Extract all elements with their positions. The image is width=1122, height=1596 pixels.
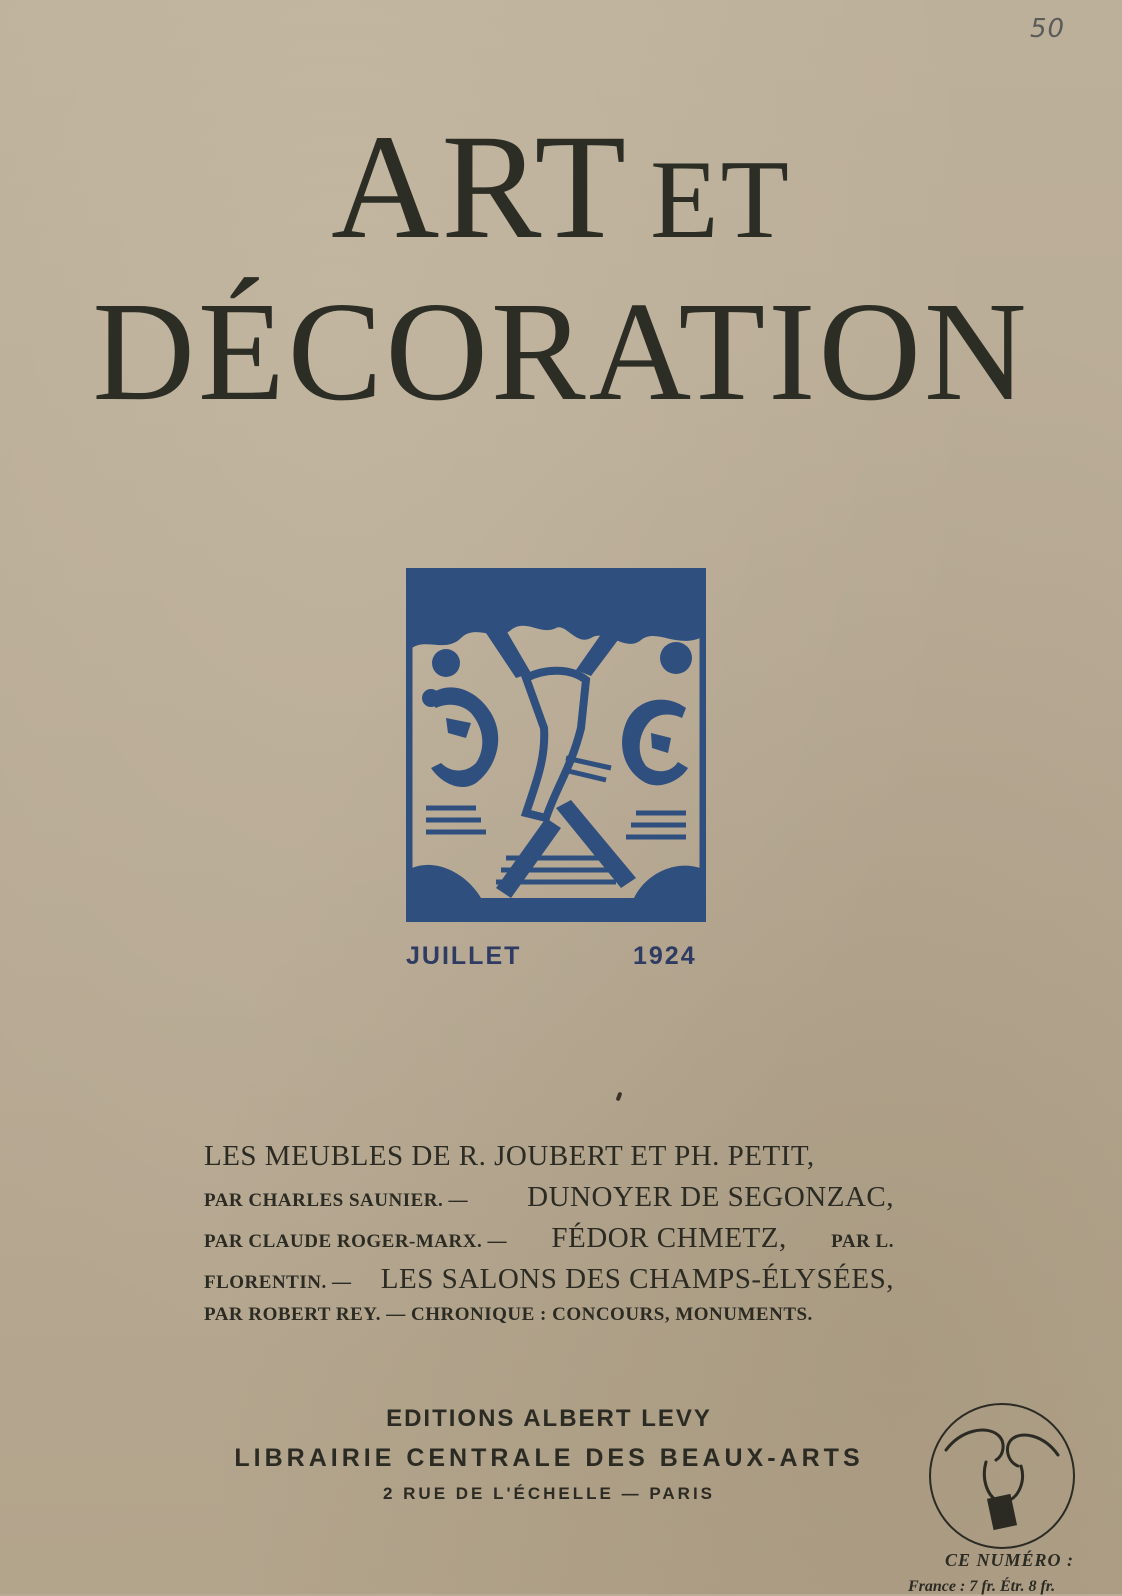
- publisher-library: LIBRAIRIE CENTRALE DES BEAUX-ARTS: [234, 1444, 864, 1472]
- masthead-line-1: [0, 104, 1122, 275]
- price-text: France : 7 fr. Étr. 8 fr.: [908, 1578, 1056, 1595]
- publisher-stamp-icon: [926, 1400, 1078, 1552]
- price-label: CE NUMÉRO :: [945, 1550, 1075, 1570]
- contents-author: PAR CHARLES SAUNIER. —: [204, 1190, 469, 1211]
- contents-line: [204, 1222, 894, 1263]
- masthead-art: ART: [331, 104, 629, 270]
- contents-line: [204, 1304, 894, 1345]
- contents-title: LES SALONS DES CHAMPS-ÉLYSÉES,: [380, 1263, 894, 1295]
- contents-author: PAR L.: [831, 1231, 894, 1252]
- publisher-name: EDITIONS ALBERT LEVY: [386, 1405, 712, 1432]
- table-of-contents: [204, 1140, 894, 1345]
- contents-title: FÉDOR CHMETZ,: [551, 1222, 787, 1254]
- masthead-line-2: DÉCORATION: [92, 272, 1030, 430]
- pencil-note: 50: [1030, 14, 1066, 44]
- masthead-et: ET: [650, 138, 791, 262]
- contents-author: PAR ROBERT REY. — CHRONIQUE : CONCOURS, MONUMENTS.: [204, 1304, 813, 1325]
- paper-speck: [616, 1092, 623, 1102]
- contents-author: PAR CLAUDE ROGER-MARX. —: [204, 1231, 507, 1252]
- contents-title: LES MEUBLES DE R. JOUBERT ET PH. PETIT,: [204, 1140, 815, 1172]
- contents-line: [204, 1181, 894, 1222]
- issue-month: JUILLET: [406, 942, 522, 970]
- contents-line: [204, 1140, 894, 1181]
- contents-line: [204, 1263, 894, 1304]
- woodcut-illustration: [406, 568, 706, 922]
- issue-year: 1924: [633, 942, 697, 970]
- contents-author: FLORENTIN. —: [204, 1272, 352, 1293]
- publisher-address: 2 RUE DE L'ÉCHELLE — PARIS: [382, 1484, 716, 1503]
- contents-title: DUNOYER DE SEGONZAC,: [527, 1181, 894, 1213]
